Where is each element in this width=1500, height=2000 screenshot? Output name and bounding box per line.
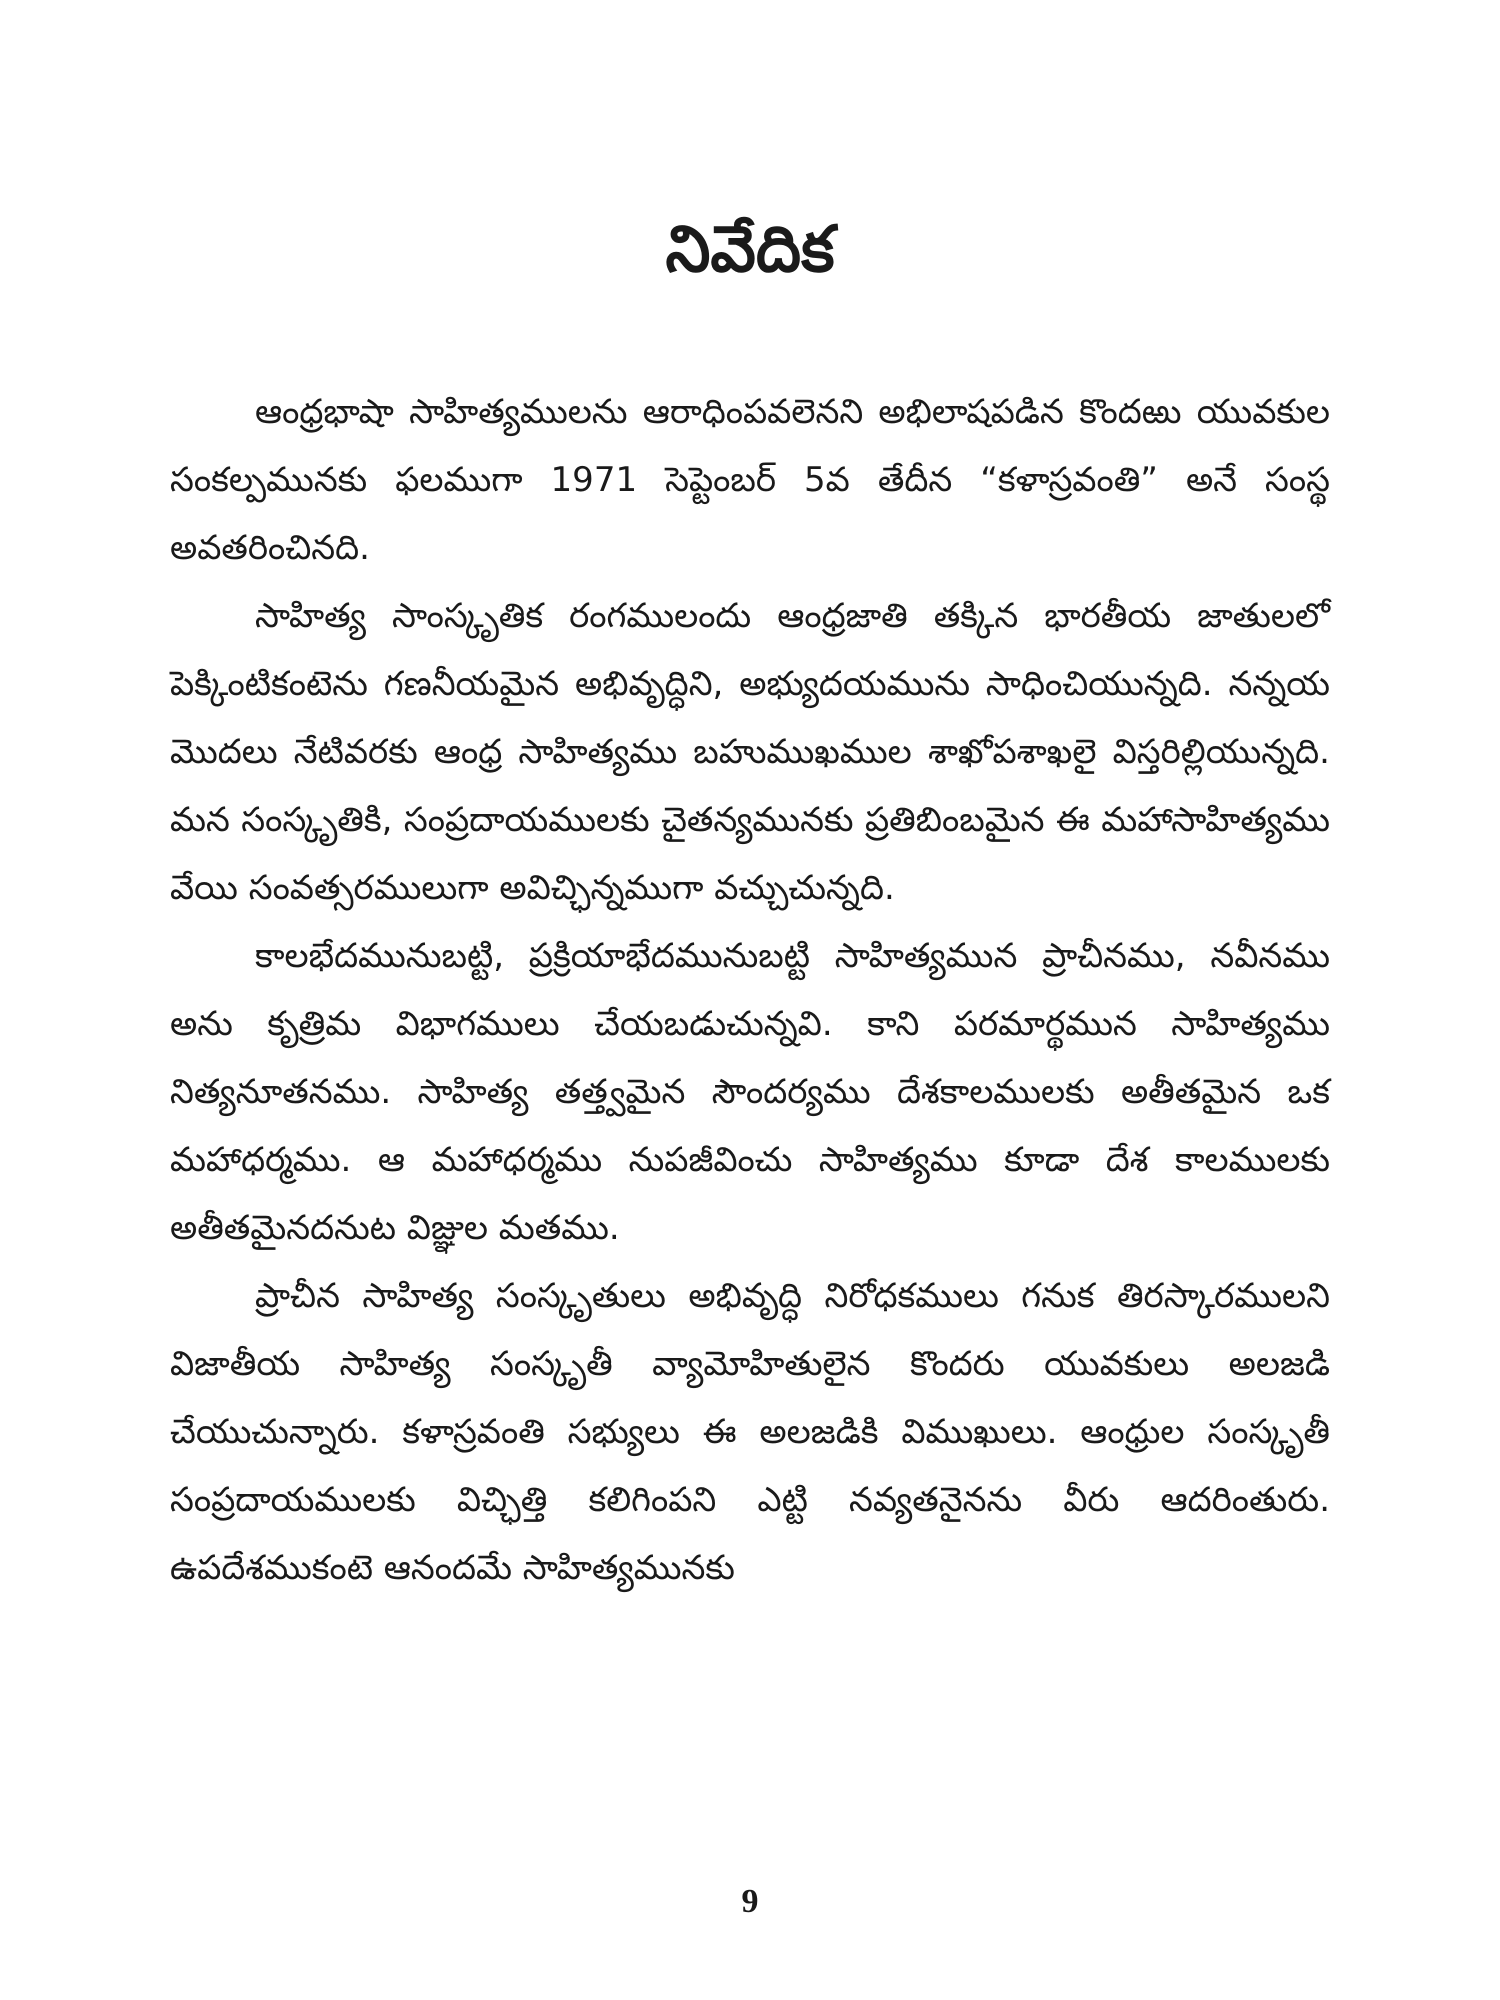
paragraph-3: కాలభేదమునుబట్టి, ప్రక్రియాభేదమునుబట్టి సాహిత్యమున ప్రాచీనము, నవీనము అను కృత్రిమ విభాగములు చేయబడుచున్నవి. కాని పరమార్థమున సాహిత్యము నిత్యనూతనము. సాహిత్య తత్త్వమైన సౌందర్యము దేశకాలములకు అతీతమైన ఒక మహాధర్మము. ఆ మహాధర్మము నుపజీవించు సాహిత్యము కూడా దేశ కాలములకు అతీతమైనదనుట విజ్ఞుల మతము. — [170, 936, 1330, 1248]
body-text — [170, 378, 1330, 1602]
page-number: 9 — [741, 1883, 759, 1920]
paragraph-2: సాహిత్య సాంస్కృతిక రంగములందు ఆంధ్రజాతి తక్కిన భారతీయ జాతులలో పెక్కింటికంటెను గణనీయమైన అభివృద్ధిని, అభ్యుదయమును సాధించియున్నది. నన్నయ మొదలు నేటివరకు ఆంధ్ర సాహిత్యము బహుముఖముల శాఖోపశాఖలై విస్తరిల్లియున్నది. మన సంస్కృతికి, సంప్రదాయములకు చైతన్యమునకు ప్రతిబింబమైన ఈ మహాసాహిత్యము వేయి సంవత్సరములుగా అవిచ్ఛిన్నముగా వచ్చుచున్నది. — [170, 596, 1330, 908]
page-title: నివేదిక — [665, 213, 835, 287]
paragraph-4: ప్రాచీన సాహిత్య సంస్కృతులు అభివృద్ధి నిరోధకములు గనుక తిరస్కారములని విజాతీయ సాహిత్య సంస్కృతీ వ్యామోహితులైన కొందరు యువకులు అలజడి చేయుచున్నారు. కళాస్రవంతి సభ్యులు ఈ అలజడికి విముఖులు. ఆంధ్రుల సంస్కృతీ సంప్రదాయములకు విచ్ఛిత్తి కలిగింపని ఎట్టి నవ్యతనైనను వీరు ఆదరింతురు. ఉపదేశముకంటె ఆనందమే సాహిత్యమునకు — [170, 1276, 1330, 1588]
paragraph-1: ఆంధ్రభాషా సాహిత్యములను ఆరాధింపవలెనని అభిలాషపడిన కొందఱు యువకుల సంకల్పమునకు ఫలముగా 1971 సెప్టెంబర్ 5వ తేదీన “కళాస్రవంతి” అనే సంస్థ అవతరించినది. — [170, 392, 1330, 568]
